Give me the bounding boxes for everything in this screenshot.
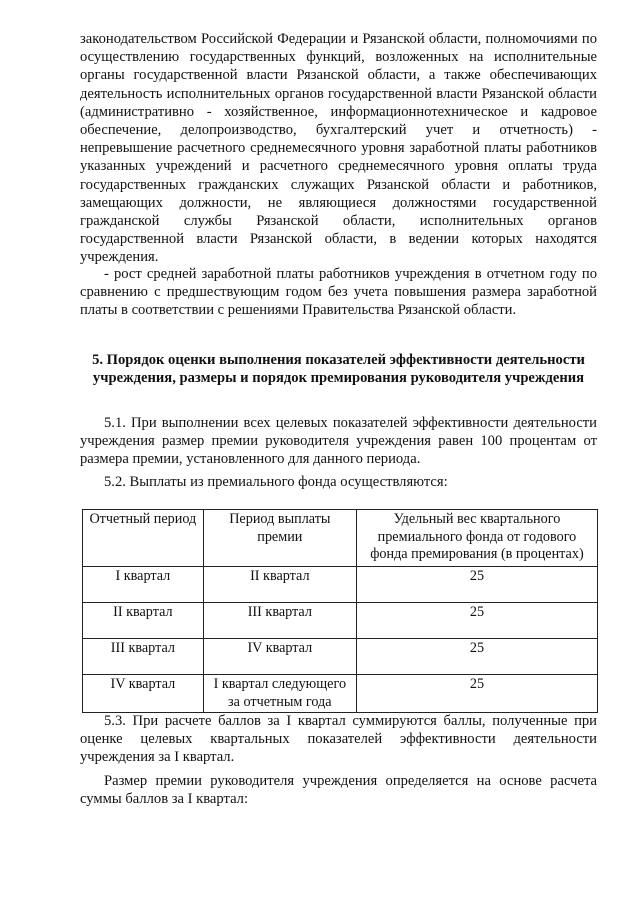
cell-payment: II квартал xyxy=(203,567,356,603)
cell-period: IV квартал xyxy=(83,675,204,713)
cell-payment: III квартал xyxy=(203,603,356,639)
table-row xyxy=(83,603,598,639)
table-header-row xyxy=(83,510,598,567)
paragraph-5-3: 5.3. При расчете баллов за I квартал суммируются баллы, полученные при оценке целевых квартальных показателей эффективности деятельности учреждения за I квартал. xyxy=(80,713,597,766)
paragraph-continuation: законодательством Российской Федерации и Рязанской области, полномочиями по осуществлению государственных функций, возложенных на исполнительные органы государственной власти Рязанской области, а также обеспечивающих деятельность исполнительных органов государственной власти Рязанской области (административно - хозяйственное, информационнотехническое и кадровое обеспечение, делопроизводство, бухгалтерский учет и отчетность) - непревышение расчетного среднемесячного уровня заработной платы работников указанных учреждений и расчетного среднемесячного уровня оплаты труда государственных гражданских служащих Рязанской области и работников, замещающих должности, не являющиеся должностями государственной гражданской службы Рязанской области, исполнительных органов государственной власти Рязанской области, в ведении которых находятся учреждения. xyxy=(80,31,597,266)
cell-share: 25 xyxy=(356,603,597,639)
cell-period: III квартал xyxy=(83,639,204,675)
cell-payment: IV квартал xyxy=(203,639,356,675)
header-share-percent: Удельный вес квартального премиального фонда от годового фонда премирования (в процентах) xyxy=(356,510,597,567)
section-5-heading: 5. Порядок оценки выполнения показателей эффективности деятельности учреждения, размеры и порядок премирования руководителя учреждения xyxy=(92,352,585,387)
cell-share: 25 xyxy=(356,567,597,603)
cell-period: I квартал xyxy=(83,567,204,603)
paragraph-bonus-size: Размер премии руководителя учреждения определяется на основе расчета суммы баллов за I квартал: xyxy=(80,773,597,808)
cell-share: 25 xyxy=(356,639,597,675)
paragraph-5-1: 5.1. При выполнении всех целевых показателей эффективности деятельности учреждения размер премии руководителя учреждения равен 100 процентам от размера премии, установленного для данного периода. xyxy=(80,415,597,468)
bonus-schedule-table xyxy=(82,509,598,713)
table-row xyxy=(83,639,598,675)
cell-share: 25 xyxy=(356,675,597,713)
table-row xyxy=(83,675,598,713)
cell-period: II квартал xyxy=(83,603,204,639)
cell-payment: I квартал следующего за отчетным года xyxy=(203,675,356,713)
paragraph-salary-growth: - рост средней заработной платы работников учреждения в отчетном году по сравнению с предшествующим годом без учета повышения размера заработной платы в соответствии с решениями Правительства Рязанской области. xyxy=(80,266,597,319)
header-payment-period: Период выплаты премии xyxy=(203,510,356,567)
header-reporting-period: Отчетный период xyxy=(83,510,204,567)
paragraph-5-2: 5.2. Выплаты из премиального фонда осуществляются: xyxy=(104,474,448,490)
table-row xyxy=(83,567,598,603)
